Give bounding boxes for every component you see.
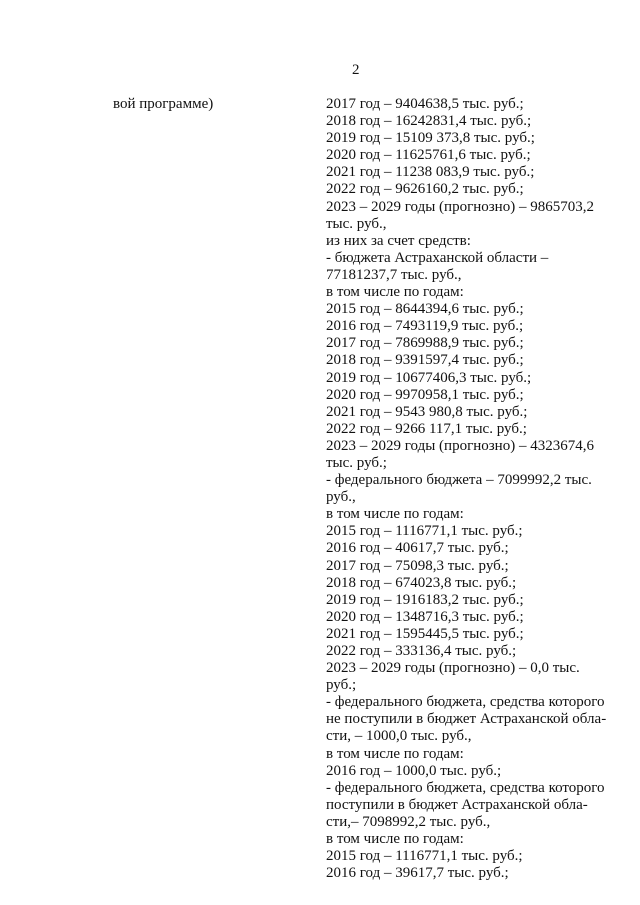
text-line: 2020 год – 1348716,3 тыс. руб.; xyxy=(326,608,524,625)
text-line: в том числе по годам: xyxy=(326,745,464,762)
text-line: тыс. руб., xyxy=(326,215,387,232)
text-line: 2017 год – 75098,3 тыс. руб.; xyxy=(326,557,509,574)
text-line: 2015 год – 8644394,6 тыс. руб.; xyxy=(326,301,524,318)
text-line: 2022 год – 9626160,2 тыс. руб.; xyxy=(326,181,524,198)
text-line: 2022 год – 9266 117,1 тыс. руб.; xyxy=(326,420,527,437)
text-line: тыс. руб.; xyxy=(326,454,387,471)
text-line: 2015 год – 1116771,1 тыс. руб.; xyxy=(326,523,523,540)
text-line: 2018 год – 674023,8 тыс. руб.; xyxy=(326,574,517,591)
text-line: - федерального бюджета, средства которого xyxy=(326,694,605,711)
text-line: 2016 год – 7493119,9 тыс. руб.; xyxy=(326,318,524,335)
text-line: - федерального бюджета, средства которого xyxy=(326,779,605,796)
text-line: 2016 год – 40617,7 тыс. руб.; xyxy=(326,540,509,557)
text-line: - федерального бюджета – 7099992,2 тыс. xyxy=(326,472,592,489)
text-line: 2020 год – 9970958,1 тыс. руб.; xyxy=(326,386,524,403)
text-line: 2019 год – 1916183,2 тыс. руб.; xyxy=(326,591,524,608)
text-line: 2018 год – 9391597,4 тыс. руб.; xyxy=(326,352,524,369)
text-line: 2017 год – 7869988,9 тыс. руб.; xyxy=(326,335,524,352)
text-line: 2020 год – 11625761,6 тыс. руб.; xyxy=(326,147,531,164)
text-line: 77181237,7 тыс. руб., xyxy=(326,266,462,283)
text-line: 2021 год – 1595445,5 тыс. руб.; xyxy=(326,625,524,642)
text-line: 2015 год – 1116771,1 тыс. руб.; xyxy=(326,848,523,865)
left-column-text: вой программе) xyxy=(113,96,214,112)
text-line: 2023 – 2029 годы (прогнозно) – 9865703,2 xyxy=(326,198,594,215)
text-line: 2022 год – 333136,4 тыс. руб.; xyxy=(326,643,517,659)
text-line: в том числе по годам: xyxy=(326,284,464,301)
text-line: не поступили в бюджет Астраханской обла- xyxy=(326,711,607,728)
text-line: в том числе по годам: xyxy=(326,831,464,848)
text-line: в том числе по годам: xyxy=(326,506,464,523)
text-line: 2021 год – 11238 083,9 тыс. руб.; xyxy=(326,164,535,181)
text-line: руб., xyxy=(326,489,356,506)
text-line: 2019 год – 15109 373,8 тыс. руб.; xyxy=(326,130,535,147)
text-line: 2023 – 2029 годы (прогнозно) – 0,0 тыс. xyxy=(326,660,580,677)
text-line: 2019 год – 10677406,3 тыс. руб.; xyxy=(326,369,532,386)
text-line: 2017 год – 9404638,5 тыс. руб.; xyxy=(326,96,524,112)
page-number: 2 xyxy=(352,62,360,78)
text-line: 2018 год – 16242831,4 тыс. руб.; xyxy=(326,113,532,130)
text-line: поступили в бюджет Астраханской обла- xyxy=(326,796,588,813)
text-line: - бюджета Астраханской области – xyxy=(326,249,549,266)
text-line: руб.; xyxy=(326,677,357,694)
text-line: 2016 год – 39617,7 тыс. руб.; xyxy=(326,865,509,882)
text-line: 2023 – 2029 годы (прогнозно) – 4323674,6 xyxy=(326,437,594,454)
text-line: сти,– 7098992,2 тыс. руб., xyxy=(326,813,491,830)
funding-text-column xyxy=(326,96,607,882)
text-line: сти, – 1000,0 тыс. руб., xyxy=(326,728,472,745)
text-line: 2021 год – 9543 980,8 тыс. руб.; xyxy=(326,403,528,420)
text-line: из них за счет средств: xyxy=(326,232,471,249)
text-line: 2016 год – 1000,0 тыс. руб.; xyxy=(326,762,502,779)
